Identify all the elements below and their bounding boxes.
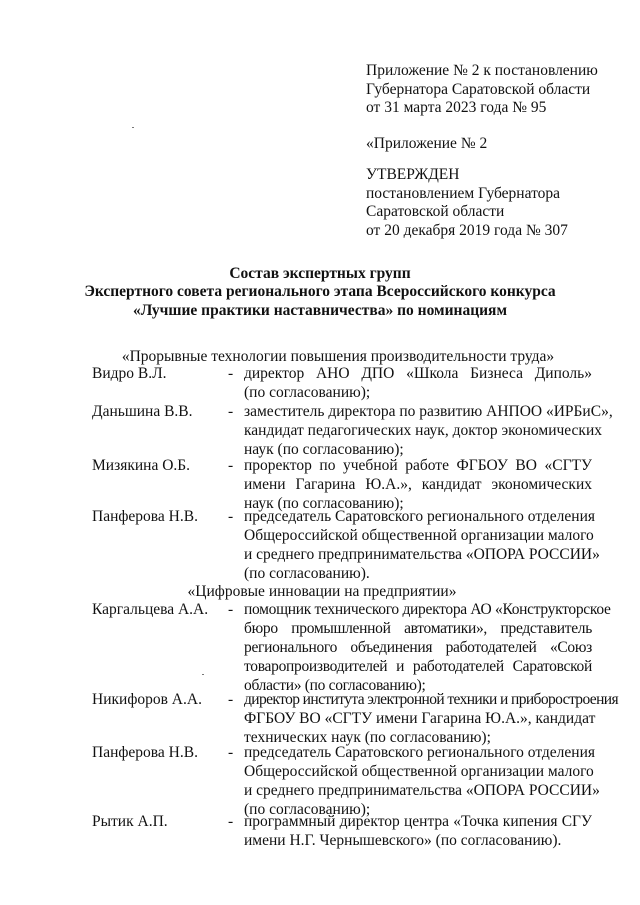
member-dash: - [228,601,234,618]
member-description: проректор по учебной работе ФГБОУ ВО «СГТУ имени Гагарина Ю.А.», кандидат экономических наук (по согласованию); [244,457,592,512]
member-description: директор института электронной техники и приборостроения ФГБОУ ВО «СГТУ имени Гагарина Ю.А.», кандидат технических наук (по согласованию); [244,691,618,746]
title-line-1: Состав экспертных групп [229,265,411,282]
approved-line-1: постановлением Губернатора [366,185,561,202]
member-name: Никифоров А.А. [92,691,202,708]
member-dash: - [228,813,234,830]
member-dash: - [228,403,234,420]
member-dash: - [228,365,234,382]
member-description: помощник технического директора АО «Конструкторское бюро промышленной автоматики», представитель регионального объединения работодателей «Союз товаропроизводителей и работодателей Саратовской области» (по согласованию); [244,601,611,694]
quote-appendix: «Приложение № 2 [366,135,488,152]
approved-line-3: от 20 декабря 2019 года № 307 [366,222,568,239]
member-description: программный директор центра «Точка кипения СГУ имени Н.Г. Чернышевского» (по согласованию). [244,813,592,849]
member-name: Видро В.Л. [92,365,167,382]
member-name: Мизякина О.Б. [92,457,191,474]
section-heading-2: «Цифровые инновации на предприятии» [187,583,457,600]
member-dash: - [228,744,234,761]
member-name: Панферова Н.В. [92,744,198,761]
member-description: председатель Саратовского регионального отделения Общероссийской общественной организации малого и среднего предпринимательства «ОПОРА РОССИИ» (по согласованию). [244,508,600,582]
member-dash: - [228,508,234,525]
member-name: Каргальцева А.А. [92,601,209,618]
appendix-line-2: Губернатора Саратовской области [366,81,591,98]
approved-label: УТВЕРЖДЕН [366,166,460,183]
member-description: директор АНО ДПО «Школа Бизнеса Диполь» (по согласованию); [244,365,592,401]
member-dash: - [228,457,234,474]
appendix-line-1: Приложение № 2 к постановлению [366,62,598,79]
section-heading-1: «Прорывные технологии повышения производительности труда» [121,348,555,365]
approved-line-2: Саратовской области [366,203,505,220]
member-name: Рытик А.П. [92,813,168,830]
member-description: председатель Саратовского регионального отделения Общероссийской общественной организации малого и среднего предпринимательства «ОПОРА РОССИИ» (по согласованию); [244,744,600,818]
scan-speck [202,674,204,675]
appendix-line-3: от 31 марта 2023 года № 95 [366,99,547,116]
scan-speck [132,127,134,128]
title-line-3: «Лучшие практики наставничества» по номинациям [133,302,507,319]
member-name: Панферова Н.В. [92,508,198,525]
member-description: заместитель директора по развитию АНПОО «ИРБиС», кандидат педагогических наук, доктор экономических наук (по согласованию); [244,403,613,458]
member-name: Даньшина В.В. [92,403,193,420]
title-line-2: Экспертного совета регионального этапа Всероссийского конкурса [84,283,556,300]
member-dash: - [228,691,234,708]
